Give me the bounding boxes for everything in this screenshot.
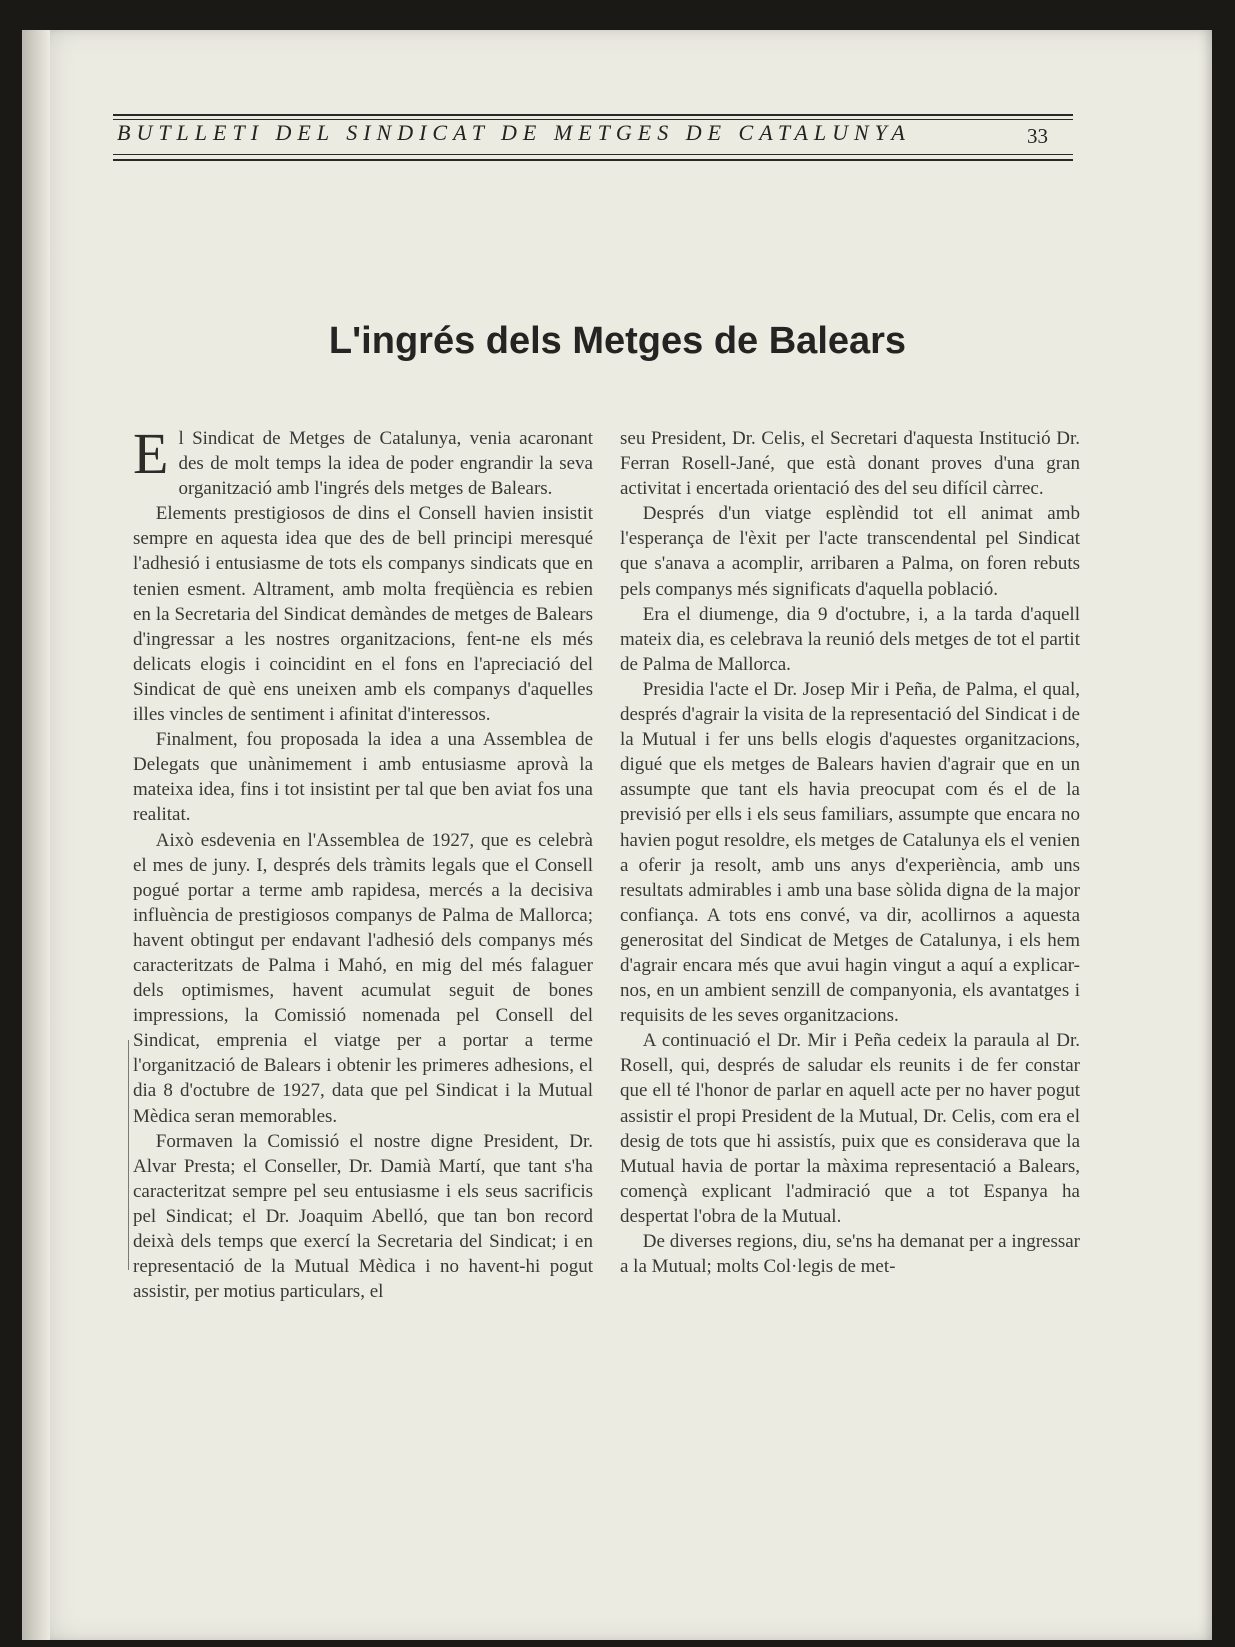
paragraph-text: l Sindicat de Metges de Catalunya, venia acaronant des de molt temps la idea de poder engrandir la seva organització amb l'ingrés dels metges de Balears. (178, 428, 593, 500)
paragraph: Després d'un viatge esplèndid tot ell animat amb l'esperança de l'èxit per l'acte transcendental pel Sindicat que s'anava a acomplir, arribaren a Palma, on foren rebuts pels companys més significats d'aquella població. (620, 503, 1080, 600)
header-rule (113, 159, 1073, 161)
page-spine-shadow (22, 30, 50, 1640)
paper-tear-mark (128, 1040, 149, 1270)
paragraph: Finalment, fou proposada la idea a una Assemblea de Delegats que unànimement i amb entusiasme aprovà la mateixa idea, fins i tot insistint per tal que ben aviat fos una realitat. (133, 729, 593, 826)
header-rule (113, 114, 1073, 116)
text-column-right (620, 426, 1080, 1279)
paragraph: Això esdevenia en l'Assemblea de 1927, que es celebrà el mes de juny. I, després dels tràmits legals que el Consell pogué portar a terme amb rapidesa, mercés a la decisiva influència de prestigiosos companys de Palma de Mallorca; havent obtingut per endavant l'adhesió dels companys més caracteritzats de Palma i Mahó, en mig del més falaguer dels optimismes, havent acumulat seguit de bones impressions, la Comissió nomenada pel Consell del Sindicat, emprenia el viatge per a portar a terme l'organització de Balears i obtenir les primeres adhesions, el dia 8 d'octubre de 1927, data que pel Sindicat i la Mutual Mèdica seran memorables. (133, 829, 593, 1127)
paragraph: De diverses regions, diu, se'ns ha demanat per a ingressar a la Mutual; molts Col·legis de met- (620, 1231, 1080, 1278)
paragraph: Era el diumenge, dia 9 d'octubre, i, a la tarda d'aquell mateix dia, es celebrava la reunió dels metges de tot el partit de Palma de Mallorca. (620, 603, 1080, 675)
text-column-left (133, 421, 593, 1304)
running-header (103, 86, 1063, 166)
paragraph: Elements prestigiosos de dins el Consell havien insistit sempre en aquesta idea que des de bell principi meresqué l'adhesió i entusiasme de tots els companys sindicats que en tenien esment. Altrament, amb molta freqüència es rebien en la Secretaria del Sindicat demàndes de metges de Balears d'ingressar a les nostres organitzacions, fent-ne els més delicats elogis i coincidint en el fons en l'apreciació del Sindicat de què ens uneixen amb els companys d'aquelles illes vincles de sentiment i afinitat d'interessos. (133, 503, 593, 726)
paragraph: A continuació el Dr. Mir i Peña cedeix la paraula al Dr. Rosell, qui, després de saludar els reunits i de fer constar que ell té l'honor de parlar en aquell acte per no haver pogut assistir el propi President de la Mutual, Dr. Celis, com era el desig de tots que hi assistís, puix que es considerava que la Mutual havia de portar la màxima representació a Balears, començà explicant l'admiració que a tot Espanya ha despertat l'obra de la Mutual. (620, 1030, 1080, 1227)
drop-cap: E (133, 421, 169, 486)
running-title: BUTLLETI DEL SINDICAT DE METGES DE CATALUNYA (117, 120, 911, 145)
paragraph: seu President, Dr. Celis, el Secretari d'aquesta Institució Dr. Ferran Rosell-Jané, que està donant proves d'una gran activitat i encertada orientació des del seu difícil càrrec. (620, 428, 1080, 500)
header-rule (113, 154, 1073, 155)
article-title: L'ingrés dels Metges de Balears (328, 320, 907, 362)
page-number: 33 (1027, 124, 1048, 148)
paragraph: Formaven la Comissió el nostre digne President, Dr. Alvar Presta; el Conseller, Dr. Damià Martí, que tant s'ha caracteritzat sempre pel seu entusiasme i els seus sacrificis pel Sindicat; el Dr. Joaquim Abelló, que tan bon record deixà dels temps que exercí la Secretaria del Sindicat; i en representació de la Mutual Mèdica i no havent-hi pogut assistir, per motius particulars, el (133, 1130, 593, 1303)
paragraph (133, 421, 593, 501)
paragraph: Presidia l'acte el Dr. Josep Mir i Peña, de Palma, el qual, després d'agrair la visita de la representació del Sindicat i de la Mutual i fer uns bells elogis d'aquestes organitzacions, digué que els metges de Balears havien d'agrair que en un assumpte que tant els havia preocupat com és el de la previsió per ells i els seus familiars, assumpte que encara no havien pogut resoldre, els metges de Catalunya els el venien a oferir ja resolt, amb uns anys d'experiència, amb uns resultats admirables i amb una base sòlida digna de la major confiança. A tots ens convé, va dir, acollirnos a aquesta generositat del Sindicat de Metges de Catalunya, i els hem d'agrair encara més que avui hagin vingut a aquí a explicar-nos, en un ambient senzill de companyonia, els avantatges i requisits de les seves organitzacions. (620, 678, 1080, 1027)
